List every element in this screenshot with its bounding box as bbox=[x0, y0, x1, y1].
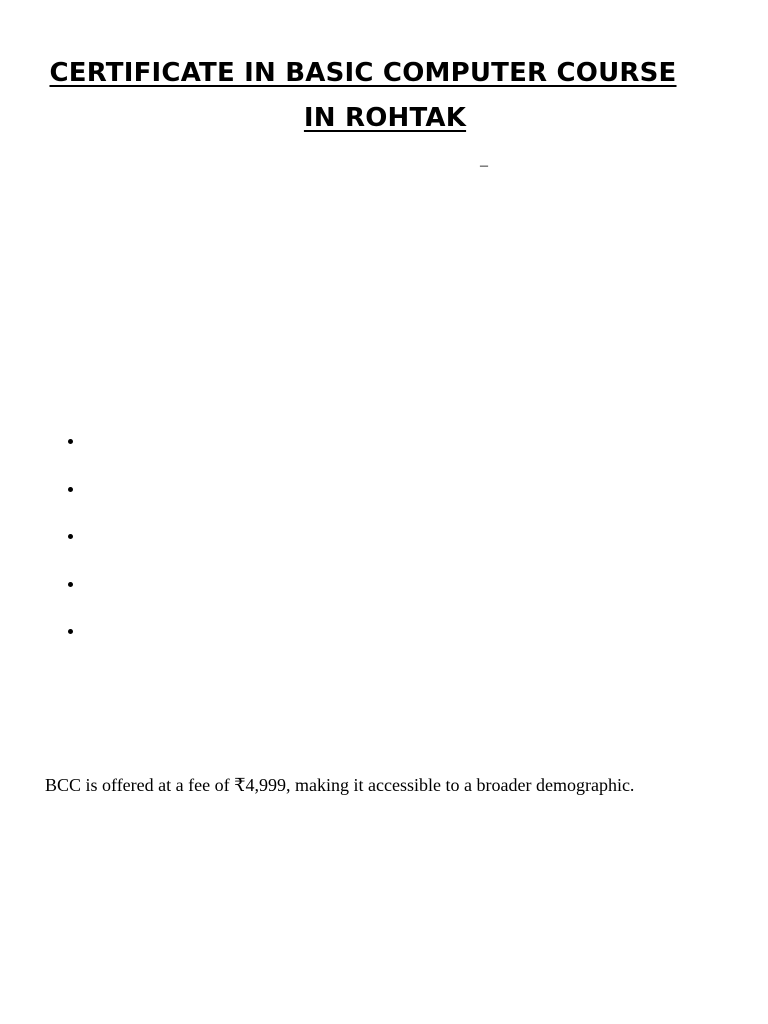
bullet-icon bbox=[68, 582, 73, 587]
document-title-line-1: CERTIFICATE IN BASIC COMPUTER COURSE bbox=[49, 58, 677, 88]
bullet-icon bbox=[68, 534, 73, 539]
bullet-icon bbox=[68, 629, 73, 634]
bullet-icon bbox=[68, 439, 73, 444]
bullet-icon bbox=[68, 487, 73, 492]
dash-mark: – bbox=[480, 157, 488, 174]
list-item bbox=[64, 430, 84, 478]
document-title-line-2: IN ROHTAK bbox=[303, 103, 467, 133]
fee-paragraph: BCC is offered at a fee of ₹4,999, making it accessible to a broader demographic. bbox=[45, 775, 635, 795]
bullet-list bbox=[64, 430, 84, 668]
list-item bbox=[64, 573, 84, 621]
list-item bbox=[64, 478, 84, 526]
list-item bbox=[64, 525, 84, 573]
list-item bbox=[64, 620, 84, 668]
